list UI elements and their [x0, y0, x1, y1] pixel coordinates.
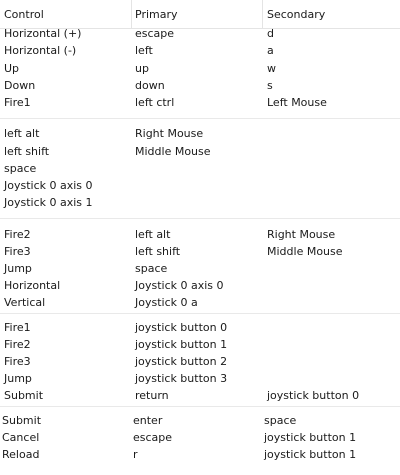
cell-secondary: Middle Mouse — [267, 245, 343, 258]
cell-secondary: Left Mouse — [267, 96, 327, 109]
cell-primary: Joystick 0 axis 0 — [135, 279, 224, 292]
column-header-row — [0, 0, 400, 29]
cell-control: Jump — [4, 372, 32, 385]
column-header-control[interactable]: Control — [4, 8, 44, 21]
cell-control: Fire1 — [4, 321, 31, 334]
group-separator — [0, 118, 400, 119]
group-separator — [0, 406, 400, 407]
group-separator — [0, 218, 400, 219]
cell-secondary: Right Mouse — [267, 228, 336, 241]
cell-control: Cancel — [2, 431, 40, 444]
cell-primary: left ctrl — [135, 96, 175, 109]
cell-secondary: w — [267, 62, 276, 75]
column-header-secondary[interactable]: Secondary — [267, 8, 326, 21]
cell-control: Reload — [2, 448, 40, 461]
cell-control: Joystick 0 axis 0 — [4, 179, 93, 192]
cell-control: left alt — [4, 127, 40, 140]
cell-control: Joystick 0 axis 1 — [4, 196, 93, 209]
cell-primary: left shift — [135, 245, 181, 258]
cell-primary: joystick button 0 — [135, 321, 228, 334]
cell-primary: Joystick 0 a — [135, 296, 198, 309]
group-separator — [0, 313, 400, 314]
cell-primary: enter — [133, 414, 163, 427]
cell-control: Jump — [4, 262, 32, 275]
cell-primary: Middle Mouse — [135, 145, 211, 158]
cell-control: Up — [4, 62, 20, 75]
cell-control: Horizontal (-) — [4, 44, 77, 57]
cell-control: Down — [4, 79, 36, 92]
cell-primary: joystick button 3 — [135, 372, 228, 385]
cell-primary: return — [135, 389, 169, 402]
cell-secondary: d — [267, 27, 274, 40]
column-header-primary[interactable]: Primary — [135, 8, 178, 21]
cell-primary: joystick button 1 — [135, 338, 228, 351]
cell-control: Fire3 — [4, 245, 31, 258]
column-divider[interactable] — [131, 0, 132, 28]
cell-primary: space — [135, 262, 168, 275]
cell-secondary: joystick button 1 — [264, 431, 357, 444]
cell-control: space — [4, 162, 37, 175]
cell-control: Fire1 — [4, 96, 31, 109]
cell-control: left shift — [4, 145, 50, 158]
cell-primary: up — [135, 62, 149, 75]
cell-control: Submit — [2, 414, 42, 427]
cell-primary: escape — [133, 431, 173, 444]
cell-primary: r — [133, 448, 138, 461]
cell-primary: left — [135, 44, 153, 57]
cell-primary: down — [135, 79, 165, 92]
cell-control: Fire3 — [4, 355, 31, 368]
cell-primary: left alt — [135, 228, 171, 241]
cell-secondary: s — [267, 79, 273, 92]
cell-control: Submit — [4, 389, 44, 402]
cell-primary: Right Mouse — [135, 127, 204, 140]
cell-control: Horizontal (+) — [4, 27, 82, 40]
cell-primary: joystick button 2 — [135, 355, 228, 368]
column-divider[interactable] — [262, 0, 263, 28]
cell-secondary: space — [264, 414, 297, 427]
cell-control: Horizontal — [4, 279, 61, 292]
cell-primary: escape — [135, 27, 175, 40]
cell-secondary: joystick button 0 — [267, 389, 360, 402]
cell-secondary: a — [267, 44, 274, 57]
cell-secondary: joystick button 1 — [264, 448, 357, 461]
cell-control: Fire2 — [4, 228, 31, 241]
cell-control: Vertical — [4, 296, 46, 309]
cell-control: Fire2 — [4, 338, 31, 351]
